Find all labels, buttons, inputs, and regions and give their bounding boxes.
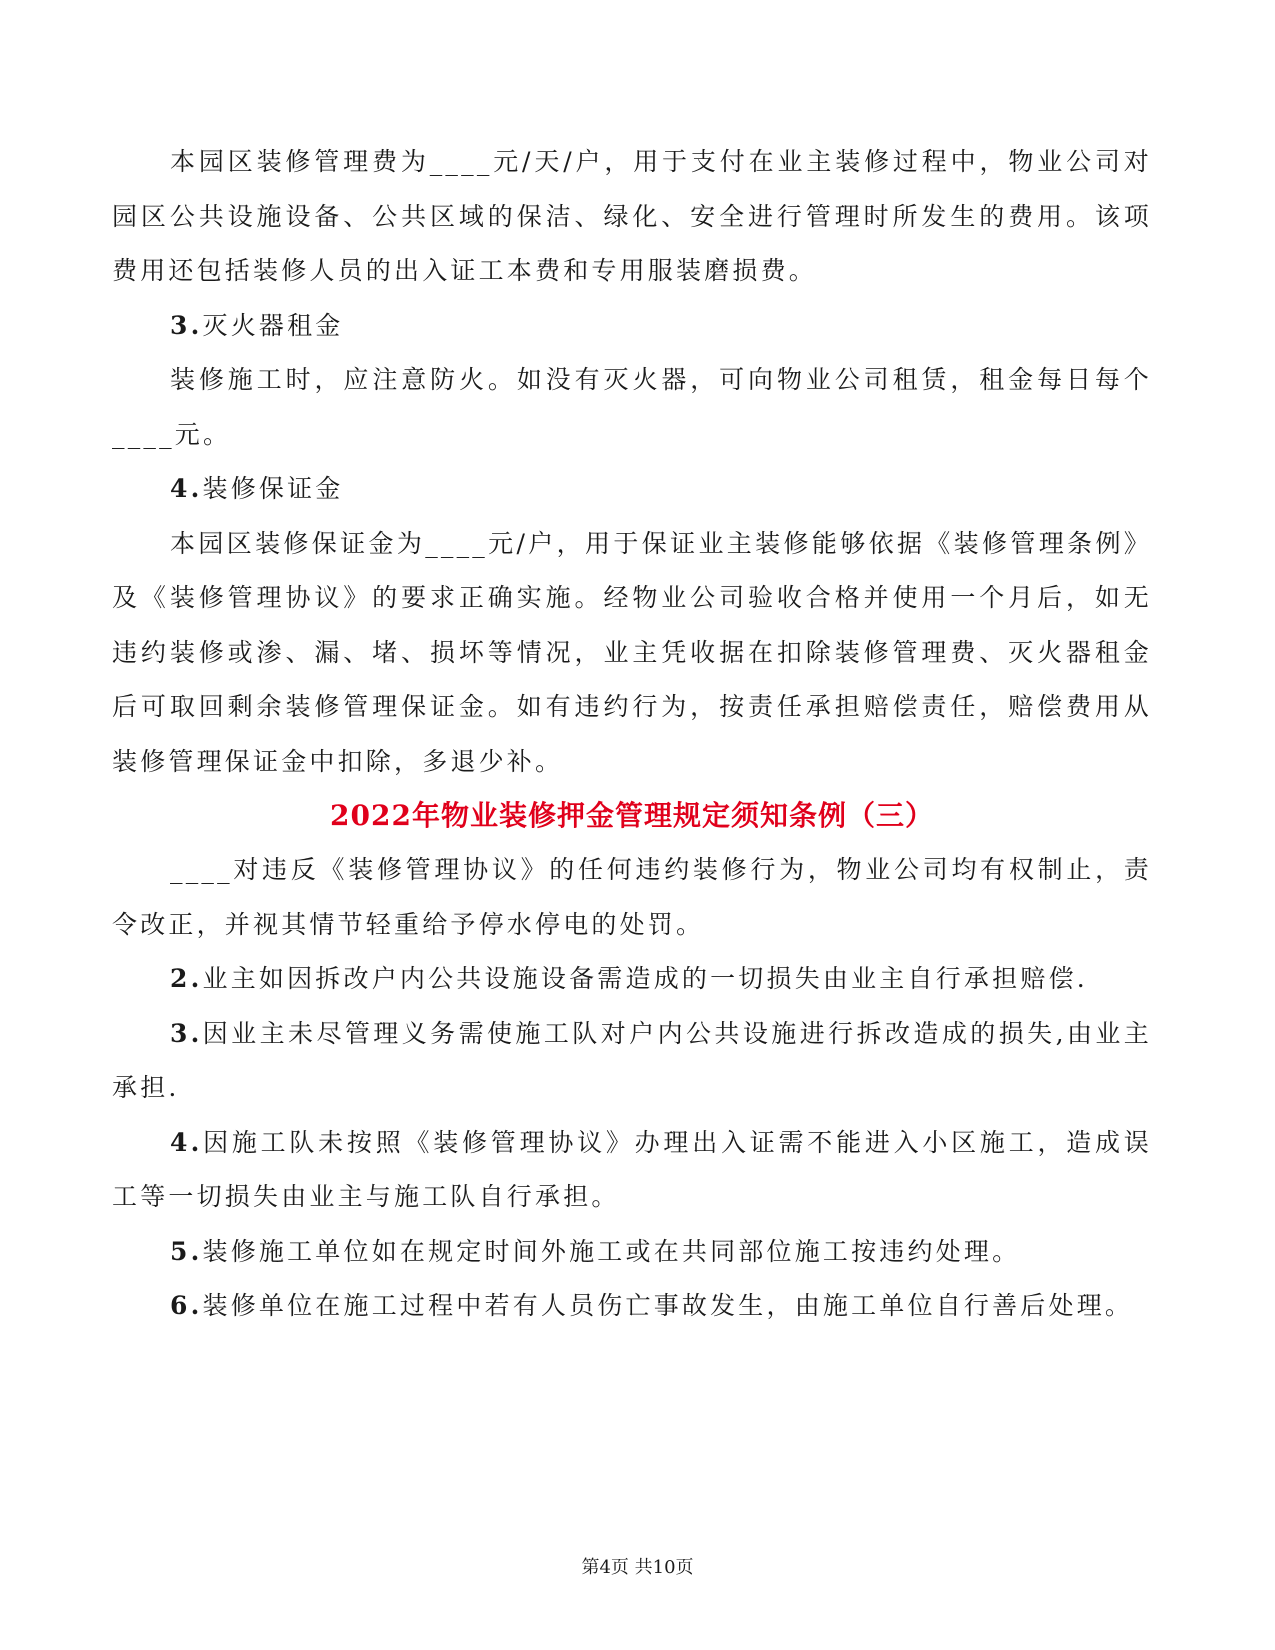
item-title: 装修保证金 bbox=[202, 474, 344, 503]
list-item bbox=[112, 1116, 1152, 1225]
item-text: 因业主未尽管理义务需使施工队对户内公共设施进行拆改造成的损失,由业主承担. bbox=[112, 1018, 1152, 1102]
item-title: 灭火器租金 bbox=[202, 310, 344, 340]
item-number: 6. bbox=[170, 1291, 203, 1320]
page-number: 第4页 共10页 bbox=[581, 1557, 694, 1578]
item-number: 4. bbox=[170, 1127, 203, 1157]
paragraph-extinguisher: 装修施工时，应注意防火。如没有灭火器，可向物业公司租赁，租金每日每个____元。 bbox=[112, 365, 1152, 449]
item-text: 因施工队未按照《装修管理协议》办理出入证需不能进入小区施工，造成误工等一切损失由业主与施工队自行承担。 bbox=[112, 1127, 1152, 1211]
list-item bbox=[112, 952, 1152, 1007]
item-text: 业主如因拆改户内公共设施设备需造成的一切损失由业主自行承担赔偿. bbox=[202, 964, 1088, 993]
list-item bbox=[112, 1007, 1152, 1116]
list-item bbox=[112, 1279, 1152, 1334]
list-item bbox=[112, 1225, 1152, 1280]
paragraph-deposit: 本园区装修保证金为____元/户，用于保证业主装修能够依据《装修管理条例》及《装修管理协议》的要求正确实施。经物业公司验收合格并使用一个月后，如无违约装修或渗、漏、堵、损坏等情况，业主凭收据在扣除装修管理费、灭火器租金后可取回剩余装修管理保证金。如有违约行为，按责任承担赔偿责任，赔偿费用从装修管理保证金中扣除，多退少补。 bbox=[112, 528, 1152, 776]
item-number: 2. bbox=[170, 964, 203, 993]
document-body bbox=[112, 135, 1152, 1334]
item-text: 装修施工单位如在规定时间外施工或在共同部位施工按违约处理。 bbox=[202, 1236, 1021, 1266]
item-number: 4. bbox=[170, 474, 203, 503]
paragraph-intro: ____对违反《装修管理协议》的任何违约装修行为，物业公司均有权制止，责令改正，并视其情节轻重给予停水停电的处罚。 bbox=[112, 855, 1152, 939]
item-4-renovation-deposit bbox=[112, 462, 1152, 517]
item-3-fire-extinguisher-rent bbox=[112, 299, 1152, 354]
item-number: 3. bbox=[170, 310, 203, 340]
section-heading: 2022年物业装修押金管理规定须知条例（三） bbox=[330, 799, 934, 832]
paragraph-management-fee: 本园区装修管理费为____元/天/户，用于支付在业主装修过程中，物业公司对园区公共设施设备、公共区域的保洁、绿化、安全进行管理时所发生的费用。该项费用还包括装修人员的出入证工本费和专用服装磨损费。 bbox=[112, 147, 1152, 285]
item-number: 3. bbox=[170, 1018, 203, 1048]
item-number: 5. bbox=[170, 1236, 203, 1266]
item-text: 装修单位在施工过程中若有人员伤亡事故发生，由施工单位自行善后处理。 bbox=[202, 1291, 1134, 1320]
